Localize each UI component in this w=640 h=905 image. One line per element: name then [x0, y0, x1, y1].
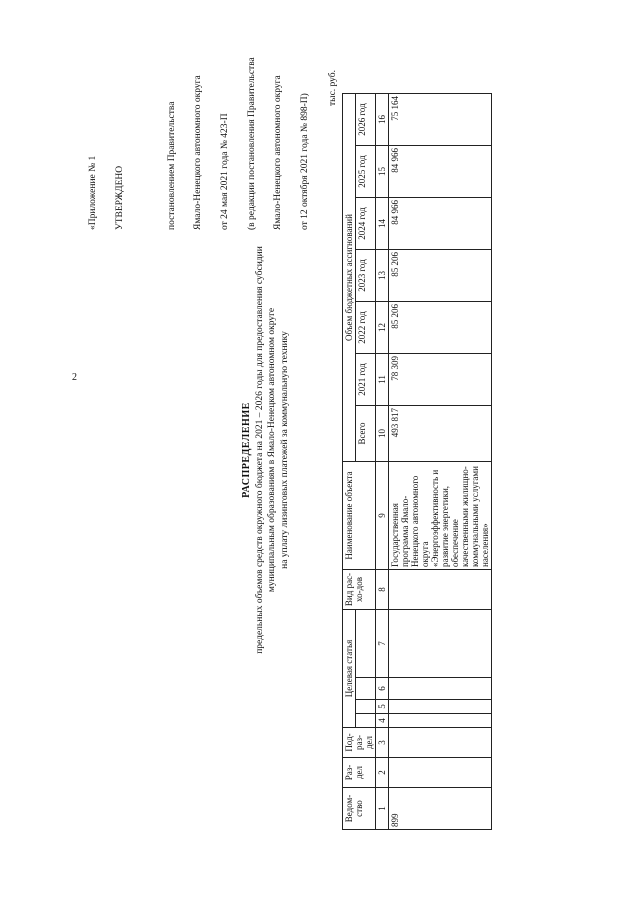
- col-number: 12: [376, 302, 389, 354]
- approval-line: Ямало-Ненецкого автономного округа: [193, 75, 204, 230]
- cell-2026: 75 164: [389, 94, 492, 146]
- col-number: 13: [376, 250, 389, 302]
- col-number: 3: [376, 728, 389, 758]
- cell-2021: 78 309: [389, 354, 492, 406]
- header-razdel: Раз-дел: [343, 758, 376, 788]
- table-row: [389, 94, 492, 830]
- cell-total: 493 817: [389, 406, 492, 462]
- col-number: 11: [376, 354, 389, 406]
- celevaya-sub: [356, 700, 376, 714]
- header-2022: 2022 год: [356, 302, 376, 354]
- title-line: на уплату лизинговых платежей за коммунальную технику: [280, 331, 291, 569]
- header-total: Всего: [356, 406, 376, 462]
- celevaya-sub: [356, 678, 376, 700]
- page-number: 2: [72, 372, 77, 383]
- col-number: 16: [376, 94, 389, 146]
- cell-empty: [389, 570, 492, 610]
- header-name: Наименование объекта: [343, 462, 376, 570]
- cell-empty: [389, 678, 492, 700]
- approval-line: от 24 мая 2021 года № 423-П: [219, 113, 230, 230]
- col-number: 10: [376, 406, 389, 462]
- cell-2024: 84 966: [389, 198, 492, 250]
- header-volume: Объем бюджетных ассигнований: [343, 94, 356, 462]
- col-number: 1: [376, 788, 389, 830]
- celevaya-sub: [356, 610, 376, 678]
- header-2023: 2023 год: [356, 250, 376, 302]
- header-vid: Вид рас-хо-дов: [343, 570, 376, 610]
- cell-empty: [389, 610, 492, 678]
- header-2025: 2025 год: [356, 146, 376, 198]
- column-number-row: [376, 94, 389, 830]
- approval-line: УТВЕРЖДЕНО: [114, 165, 125, 230]
- cell-empty: [389, 700, 492, 714]
- document-title: [240, 70, 292, 830]
- cell-empty: [389, 728, 492, 758]
- col-number: 8: [376, 570, 389, 610]
- approval-line: от 12 октября 2021 года № 898-П): [299, 93, 310, 230]
- title-heading: РАСПРЕДЕЛЕНИЕ: [241, 402, 252, 498]
- header-celevaya: Целевая статья: [343, 610, 356, 728]
- col-number: 15: [376, 146, 389, 198]
- cell-vedomstvo: 899: [389, 788, 492, 830]
- cell-2023: 85 206: [389, 250, 492, 302]
- header-2026: 2026 год: [356, 94, 376, 146]
- approval-line: «Приложение № 1: [88, 155, 99, 230]
- title-line: муниципальным образованиям в Ямало-Ненецком автономном округе: [267, 307, 278, 593]
- col-number: 2: [376, 758, 389, 788]
- approval-line: постановлением Правительства: [166, 101, 177, 230]
- col-number: 5: [376, 700, 389, 714]
- col-number: 14: [376, 198, 389, 250]
- rotated-page-content: [70, 57, 490, 830]
- header-2024: 2024 год: [356, 198, 376, 250]
- col-number: 9: [376, 462, 389, 570]
- header-podrazdel: Под-раз-дел: [343, 728, 376, 758]
- celevaya-sub: [356, 714, 376, 728]
- approval-line: (в редакции постановления Правительства: [246, 57, 257, 230]
- col-number: 4: [376, 714, 389, 728]
- unit-label: тыс. руб.: [328, 70, 338, 106]
- header-2021: 2021 год: [356, 354, 376, 406]
- cell-2022: 85 206: [389, 302, 492, 354]
- cell-empty: [389, 758, 492, 788]
- cell-empty: [389, 714, 492, 728]
- title-line: предельных объемов средств окружного бюджета на 2021 – 2026 годы для предоставления субсидии: [254, 246, 265, 654]
- cell-2025: 84 966: [389, 146, 492, 198]
- col-number: 7: [376, 610, 389, 678]
- col-number: 6: [376, 678, 389, 700]
- header-vedomstvo: Ведом-ство: [343, 788, 376, 830]
- approval-line: Ямало-Ненецкого автономного округа: [273, 75, 284, 230]
- cell-name: Государственная программа Ямало-Ненецкого автономного округа «Энергоэффективность и развитие энергетики, обеспечение качественными жилищно-коммунальными услугами населения»: [389, 462, 492, 570]
- allocation-table: [342, 93, 492, 830]
